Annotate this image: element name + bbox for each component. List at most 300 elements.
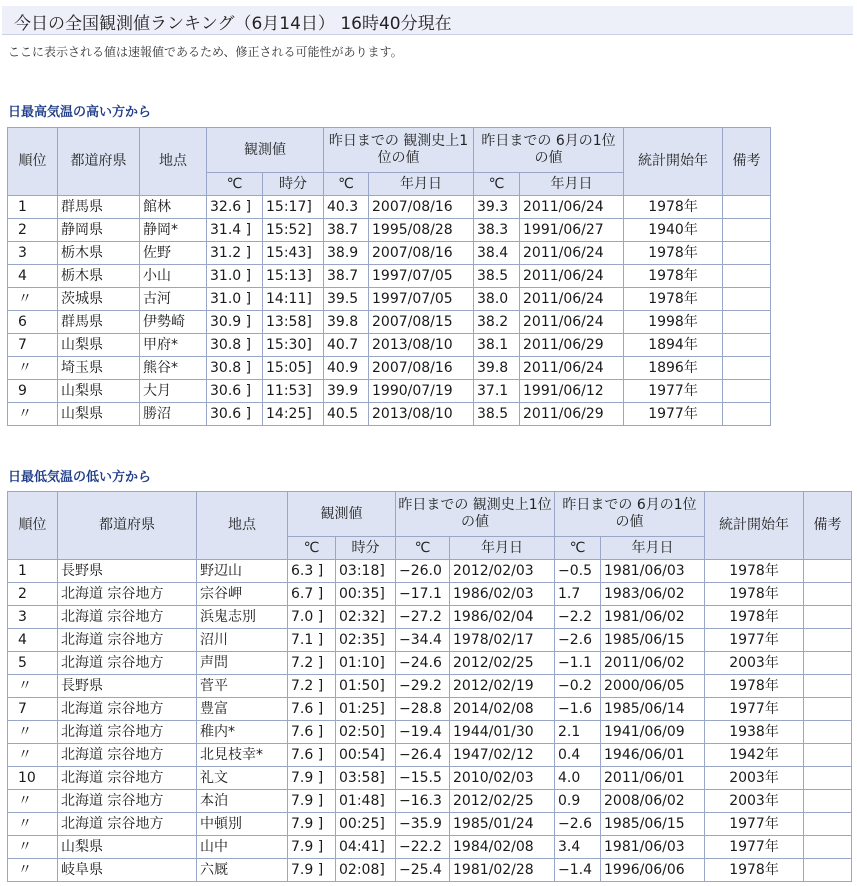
table-row [8,652,852,675]
june-value-cell: 0.9 [555,790,601,813]
notes-cell [804,744,852,767]
june-value-cell: −0.2 [555,675,601,698]
place-cell: 声問 [197,652,288,675]
prefecture-cell: 北海道 宗谷地方 [58,698,197,721]
subheader-date: 年月日 [369,173,474,196]
june-value-cell: 37.1 [474,380,520,403]
record-date-cell: 1981/02/28 [450,859,555,882]
record-value-cell: 39.5 [324,288,369,311]
prefecture-cell: 北海道 宗谷地方 [58,629,197,652]
start-year-cell: 1978年 [705,560,804,583]
rank-cell: 1 [8,196,58,219]
june-date-cell: 2011/06/29 [520,334,624,357]
observed-time-cell: 15:13] [263,265,324,288]
rank-cell: 7 [8,334,58,357]
rank-cell: 〃 [8,836,58,859]
place-cell: 宗谷岬 [197,583,288,606]
observed-value-cell: 30.9 ] [207,311,263,334]
record-value-cell: −26.0 [396,560,450,583]
notes-cell [723,219,771,242]
june-value-cell: 38.0 [474,288,520,311]
subheader-date: 年月日 [601,537,705,560]
observed-value-cell: 31.0 ] [207,288,263,311]
june-value-cell: −2.6 [555,813,601,836]
prefecture-cell: 群馬県 [58,311,140,334]
start-year-cell: 1896年 [624,357,723,380]
table-row [8,219,771,242]
june-value-cell: 39.3 [474,196,520,219]
record-date-cell: 2007/08/15 [369,311,474,334]
record-date-cell: 1986/02/03 [450,583,555,606]
prefecture-cell: 北海道 宗谷地方 [58,606,197,629]
table-row [8,675,852,698]
prefecture-cell: 北海道 宗谷地方 [58,652,197,675]
table-row [8,606,852,629]
notes-cell [804,698,852,721]
start-year-cell: 1978年 [624,288,723,311]
observed-time-cell: 01:48] [336,790,396,813]
observed-value-cell: 7.6 ] [288,721,336,744]
june-value-cell: −2.6 [555,629,601,652]
table-row [8,311,771,334]
notes-cell [804,629,852,652]
record-date-cell: 1947/02/12 [450,744,555,767]
rank-cell: 10 [8,767,58,790]
record-value-cell: 38.7 [324,219,369,242]
prefecture-cell: 長野県 [58,675,197,698]
start-year-cell: 1894年 [624,334,723,357]
june-date-cell: 1985/06/15 [601,629,705,652]
start-year-cell: 1978年 [624,196,723,219]
observed-value-cell: 6.7 ] [288,583,336,606]
record-value-cell: 38.9 [324,242,369,265]
june-value-cell: 38.3 [474,219,520,242]
rank-cell: 〃 [8,403,58,426]
start-year-cell: 1977年 [705,836,804,859]
june-value-cell: −0.5 [555,560,601,583]
header-prefecture: 都道府県 [58,492,197,560]
rank-cell: 〃 [8,744,58,767]
june-date-cell: 1983/06/02 [601,583,705,606]
june-date-cell: 1996/06/06 [601,859,705,882]
subheader-celsius: ℃ [396,537,450,560]
rank-cell: 〃 [8,721,58,744]
record-value-cell: −34.4 [396,629,450,652]
notes-cell [723,357,771,380]
rank-cell: 3 [8,242,58,265]
subheader-time: 時分 [336,537,396,560]
june-value-cell: 38.1 [474,334,520,357]
place-cell: 小山 [140,265,207,288]
place-cell: 豊富 [197,698,288,721]
observed-value-cell: 32.6 ] [207,196,263,219]
observed-value-cell: 7.2 ] [288,675,336,698]
rank-cell: 〃 [8,675,58,698]
notice-text: ここに表示される値は速報値であるため、修正される可能性があります。 [8,45,403,59]
observed-value-cell: 7.2 ] [288,652,336,675]
june-date-cell: 1981/06/02 [601,606,705,629]
observed-value-cell: 7.9 ] [288,836,336,859]
header-record-june: 昨日までの 6月の1位の値 [555,492,705,537]
observed-time-cell: 15:05] [263,357,324,380]
subheader-date: 年月日 [450,537,555,560]
start-year-cell: 1978年 [624,242,723,265]
prefecture-cell: 北海道 宗谷地方 [58,813,197,836]
observed-time-cell: 00:25] [336,813,396,836]
notes-cell [804,767,852,790]
header-prefecture: 都道府県 [58,128,140,196]
record-date-cell: 2012/02/19 [450,675,555,698]
record-date-cell: 2013/08/10 [369,403,474,426]
header-place: 地点 [140,128,207,196]
june-value-cell: 38.4 [474,242,520,265]
june-date-cell: 1981/06/03 [601,836,705,859]
observed-time-cell: 03:18] [336,560,396,583]
june-value-cell: 38.2 [474,311,520,334]
table-row [8,836,852,859]
june-date-cell: 2011/06/24 [520,196,624,219]
table-row [8,196,771,219]
header-notes: 備考 [804,492,852,560]
prefecture-cell: 茨城県 [58,288,140,311]
june-date-cell: 1946/06/01 [601,744,705,767]
place-cell: 佐野 [140,242,207,265]
start-year-cell: 2003年 [705,652,804,675]
notes-cell [804,790,852,813]
june-value-cell: −1.1 [555,652,601,675]
observed-value-cell: 7.6 ] [288,744,336,767]
start-year-cell: 1977年 [705,813,804,836]
high-temperature-table [7,127,771,426]
prefecture-cell: 栃木県 [58,265,140,288]
subheader-time: 時分 [263,173,324,196]
record-value-cell: 39.8 [324,311,369,334]
header-record-all: 昨日までの 観測史上1位の値 [324,128,474,173]
june-date-cell: 2011/06/24 [520,311,624,334]
subheader-celsius: ℃ [555,537,601,560]
observed-value-cell: 31.0 ] [207,265,263,288]
place-cell: 菅平 [197,675,288,698]
record-date-cell: 1984/02/08 [450,836,555,859]
high-table-body [8,196,771,426]
prefecture-cell: 岐阜県 [58,859,197,882]
notes-cell [804,836,852,859]
june-date-cell: 1991/06/27 [520,219,624,242]
header-place: 地点 [197,492,288,560]
place-cell: 甲府* [140,334,207,357]
place-cell: 熊谷* [140,357,207,380]
june-date-cell: 2011/06/29 [520,403,624,426]
june-value-cell: 39.8 [474,357,520,380]
june-value-cell: −1.6 [555,698,601,721]
notes-cell [804,583,852,606]
prefecture-cell: 北海道 宗谷地方 [58,583,197,606]
place-cell: 伊勢崎 [140,311,207,334]
place-cell: 古河 [140,288,207,311]
rank-cell: 5 [8,652,58,675]
record-value-cell: −25.4 [396,859,450,882]
place-cell: 野辺山 [197,560,288,583]
record-value-cell: −15.5 [396,767,450,790]
place-cell: 勝沼 [140,403,207,426]
record-date-cell: 1997/07/05 [369,288,474,311]
observed-value-cell: 7.0 ] [288,606,336,629]
record-value-cell: −27.2 [396,606,450,629]
record-date-cell: 1997/07/05 [369,265,474,288]
place-cell: 六厩 [197,859,288,882]
rank-cell: 〃 [8,357,58,380]
start-year-cell: 2003年 [705,767,804,790]
observed-time-cell: 01:10] [336,652,396,675]
prefecture-cell: 山梨県 [58,836,197,859]
header-observed: 観測値 [288,492,396,537]
place-cell: 北見枝幸* [197,744,288,767]
june-date-cell: 1991/06/12 [520,380,624,403]
rank-cell: 6 [8,311,58,334]
record-date-cell: 2012/02/25 [450,652,555,675]
place-cell: 山中 [197,836,288,859]
record-value-cell: −19.4 [396,721,450,744]
observed-value-cell: 7.1 ] [288,629,336,652]
start-year-cell: 1938年 [705,721,804,744]
observed-value-cell: 6.3 ] [288,560,336,583]
observed-time-cell: 02:35] [336,629,396,652]
header-rank: 順位 [8,128,58,196]
table-row [8,698,852,721]
start-year-cell: 1998年 [624,311,723,334]
observed-time-cell: 15:52] [263,219,324,242]
prefecture-cell: 埼玉県 [58,357,140,380]
start-year-cell: 1940年 [624,219,723,242]
table-row [8,629,852,652]
record-date-cell: 2012/02/25 [450,790,555,813]
place-cell: 稚内* [197,721,288,744]
start-year-cell: 1978年 [624,265,723,288]
observed-time-cell: 15:30] [263,334,324,357]
observed-value-cell: 31.2 ] [207,242,263,265]
start-year-cell: 2003年 [705,790,804,813]
observed-value-cell: 31.4 ] [207,219,263,242]
record-date-cell: 2014/02/08 [450,698,555,721]
june-value-cell: 0.4 [555,744,601,767]
rank-cell: 1 [8,560,58,583]
notes-cell [723,380,771,403]
june-value-cell: 2.1 [555,721,601,744]
rank-cell: 4 [8,629,58,652]
section-title-low: 日最低気温の低い方から [8,470,152,485]
subheader-celsius: ℃ [324,173,369,196]
record-value-cell: −22.2 [396,836,450,859]
record-date-cell: 2010/02/03 [450,767,555,790]
prefecture-cell: 北海道 宗谷地方 [58,767,197,790]
table-row [8,380,771,403]
record-date-cell: 1990/07/19 [369,380,474,403]
record-date-cell: 1944/01/30 [450,721,555,744]
prefecture-cell: 静岡県 [58,219,140,242]
start-year-cell: 1978年 [705,606,804,629]
low-temperature-table [7,491,852,882]
observed-time-cell: 14:25] [263,403,324,426]
june-date-cell: 1981/06/03 [601,560,705,583]
notes-cell [723,311,771,334]
record-value-cell: 39.9 [324,380,369,403]
header-record-all: 昨日までの 観測史上1位の値 [396,492,555,537]
page-title: 今日の全国観測値ランキング（6月14日） 16時40分現在 [14,14,452,34]
june-date-cell: 1941/06/09 [601,721,705,744]
start-year-cell: 1978年 [705,859,804,882]
table-row [8,242,771,265]
june-value-cell: 3.4 [555,836,601,859]
rank-cell: 7 [8,698,58,721]
notes-cell [804,813,852,836]
place-cell: 浜鬼志別 [197,606,288,629]
record-date-cell: 1978/02/17 [450,629,555,652]
june-value-cell: 38.5 [474,403,520,426]
header-start-year: 統計開始年 [624,128,723,196]
start-year-cell: 1978年 [705,583,804,606]
place-cell: 本泊 [197,790,288,813]
record-value-cell: −16.3 [396,790,450,813]
record-date-cell: 2012/02/03 [450,560,555,583]
record-date-cell: 2007/08/16 [369,357,474,380]
low-table-body [8,560,852,882]
table-row [8,265,771,288]
prefecture-cell: 栃木県 [58,242,140,265]
june-date-cell: 2011/06/01 [601,767,705,790]
record-value-cell: −24.6 [396,652,450,675]
june-value-cell: 4.0 [555,767,601,790]
table-row [8,560,852,583]
observed-value-cell: 30.8 ] [207,334,263,357]
rank-cell: 3 [8,606,58,629]
rank-cell: 2 [8,219,58,242]
place-cell: 中頓別 [197,813,288,836]
notes-cell [804,721,852,744]
table-row [8,744,852,767]
record-date-cell: 2007/08/16 [369,242,474,265]
june-date-cell: 2011/06/24 [520,242,624,265]
rank-cell: 4 [8,265,58,288]
start-year-cell: 1942年 [705,744,804,767]
record-date-cell: 1995/08/28 [369,219,474,242]
june-date-cell: 2011/06/24 [520,265,624,288]
june-date-cell: 2000/06/05 [601,675,705,698]
notes-cell [804,652,852,675]
table-row [8,859,852,882]
table-row [8,583,852,606]
record-date-cell: 2007/08/16 [369,196,474,219]
subheader-celsius: ℃ [207,173,263,196]
header-notes: 備考 [723,128,771,196]
june-date-cell: 2011/06/02 [601,652,705,675]
june-value-cell: 38.5 [474,265,520,288]
start-year-cell: 1977年 [624,403,723,426]
observed-value-cell: 30.6 ] [207,403,263,426]
observed-time-cell: 13:58] [263,311,324,334]
june-value-cell: −2.2 [555,606,601,629]
notes-cell [723,403,771,426]
prefecture-cell: 長野県 [58,560,197,583]
prefecture-cell: 北海道 宗谷地方 [58,721,197,744]
prefecture-cell: 山梨県 [58,380,140,403]
june-value-cell: 1.7 [555,583,601,606]
notes-cell [723,242,771,265]
observed-time-cell: 02:32] [336,606,396,629]
observed-time-cell: 02:50] [336,721,396,744]
table-row [8,288,771,311]
prefecture-cell: 山梨県 [58,334,140,357]
observed-value-cell: 7.9 ] [288,790,336,813]
record-value-cell: 40.3 [324,196,369,219]
rank-cell: 〃 [8,790,58,813]
subheader-celsius: ℃ [474,173,520,196]
june-date-cell: 1985/06/15 [601,813,705,836]
observed-time-cell: 03:58] [336,767,396,790]
observed-time-cell: 00:35] [336,583,396,606]
notes-cell [804,675,852,698]
record-value-cell: 38.7 [324,265,369,288]
table-row [8,721,852,744]
june-date-cell: 1985/06/14 [601,698,705,721]
header-record-june: 昨日までの 6月の1位の値 [474,128,624,173]
record-value-cell: −28.8 [396,698,450,721]
observed-value-cell: 7.9 ] [288,813,336,836]
observed-value-cell: 30.8 ] [207,357,263,380]
notes-cell [804,606,852,629]
notes-cell [723,288,771,311]
table-row [8,334,771,357]
prefecture-cell: 群馬県 [58,196,140,219]
record-date-cell: 1986/02/04 [450,606,555,629]
header-start-year: 統計開始年 [705,492,804,560]
observed-time-cell: 15:43] [263,242,324,265]
record-value-cell: −29.2 [396,675,450,698]
page-title-bar [2,6,853,35]
observed-time-cell: 04:41] [336,836,396,859]
place-cell: 礼文 [197,767,288,790]
table-row [8,813,852,836]
record-value-cell: 40.9 [324,357,369,380]
observed-value-cell: 7.6 ] [288,698,336,721]
start-year-cell: 1977年 [705,698,804,721]
table-row [8,790,852,813]
start-year-cell: 1977年 [705,629,804,652]
start-year-cell: 1977年 [624,380,723,403]
june-date-cell: 2011/06/24 [520,288,624,311]
record-value-cell: 40.7 [324,334,369,357]
observed-time-cell: 02:08] [336,859,396,882]
june-value-cell: −1.4 [555,859,601,882]
place-cell: 館林 [140,196,207,219]
header-rank: 順位 [8,492,58,560]
rank-cell: 2 [8,583,58,606]
rank-cell: 9 [8,380,58,403]
prefecture-cell: 北海道 宗谷地方 [58,744,197,767]
observed-time-cell: 00:54] [336,744,396,767]
record-value-cell: 40.5 [324,403,369,426]
place-cell: 静岡* [140,219,207,242]
record-value-cell: −26.4 [396,744,450,767]
header-observed: 観測値 [207,128,324,173]
observed-time-cell: 01:50] [336,675,396,698]
record-date-cell: 1985/01/24 [450,813,555,836]
prefecture-cell: 北海道 宗谷地方 [58,790,197,813]
notes-cell [804,560,852,583]
observed-time-cell: 11:53] [263,380,324,403]
subheader-celsius: ℃ [288,537,336,560]
rank-cell: 〃 [8,813,58,836]
record-date-cell: 2013/08/10 [369,334,474,357]
